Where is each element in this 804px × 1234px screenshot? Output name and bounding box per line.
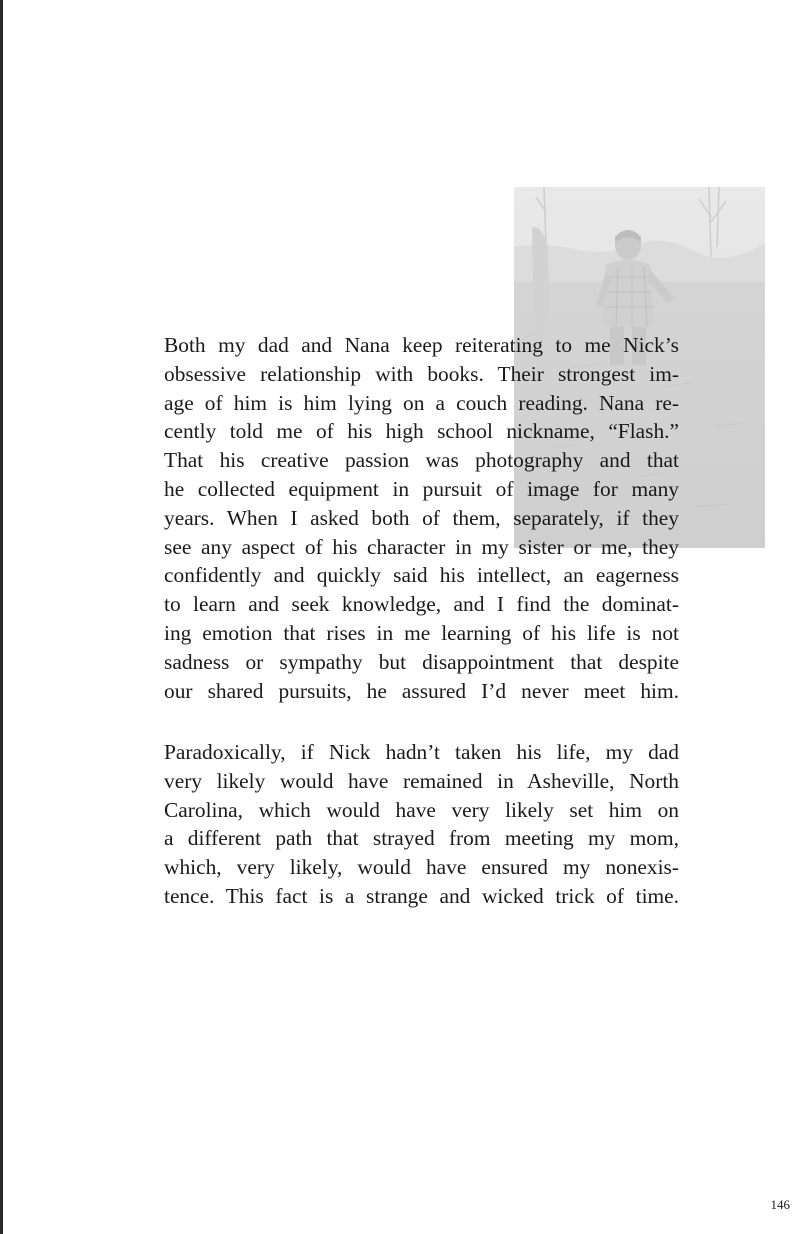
text-line: obsessive relationship with books. Their strongest im-	[164, 361, 679, 386]
text-line: years. When I asked both of them, separately, if they	[164, 505, 679, 530]
text-line: see any aspect of his character in my sister or me, they	[164, 534, 679, 559]
text-line: tence. This fact is a strange and wicked trick of time.	[164, 883, 679, 908]
text-line: age of him is him lying on a couch reading. Nana re-	[164, 390, 679, 415]
text-line: Both my dad and Nana keep reiterating to me Nick’s	[164, 333, 679, 357]
text-line: confidently and quickly said his intellect, an eagerness	[164, 563, 679, 588]
text-line: That his creative passion was photography and that	[164, 448, 679, 473]
text-line: cently told me of his high school nickname, “Flash.”	[164, 419, 679, 444]
text-line: ing emotion that rises in me learning of his life is not	[164, 620, 679, 645]
text-line: Paradoxically, if Nick hadn’t taken his life, my dad	[164, 740, 679, 764]
text-line: he collected equipment in pursuit of image for many	[164, 476, 679, 501]
text-line: our shared pursuits, he assured I’d never meet him.	[164, 678, 679, 703]
text-line: very likely would have remained in Asheville, North	[164, 768, 679, 793]
text-line: which, very likely, would have ensured my nonexis-	[164, 855, 679, 880]
paragraph-1	[164, 331, 679, 705]
text-line: sadness or sympathy but disappointment that despite	[164, 649, 679, 674]
page-number: 146	[770, 1197, 790, 1212]
text-line: to learn and seek knowledge, and I find the dominat-	[164, 592, 679, 617]
text-line: Carolina, which would have very likely set him on	[164, 797, 679, 822]
page-binding-edge	[0, 0, 3, 1234]
paragraph-2	[164, 738, 679, 911]
text-line: a different path that strayed from meeting my mom,	[164, 826, 679, 851]
